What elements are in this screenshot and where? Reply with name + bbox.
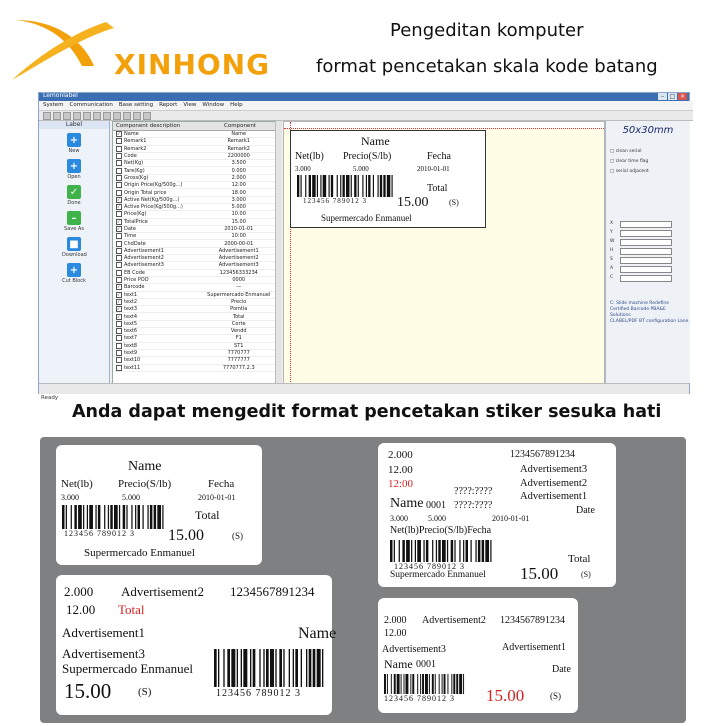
row-description: Origin Price(Kg/500g...) — [124, 182, 183, 189]
label-amount: 15.00 — [520, 564, 559, 583]
label-date-label: Date — [552, 664, 571, 675]
table-row[interactable] — [113, 357, 276, 364]
table-row[interactable] — [113, 313, 276, 320]
row-checkbox[interactable] — [116, 182, 122, 188]
label-net-value: 3.000 — [61, 493, 79, 502]
row-component-value: F1 — [235, 335, 242, 342]
label-price-value: 12.00 — [66, 602, 96, 617]
label-fecha: Fecha — [208, 478, 235, 490]
field-label: C — [610, 275, 614, 280]
label-net-value: 3.000 — [390, 514, 408, 523]
label-amount: 15.00 — [64, 679, 112, 703]
toolbar-new-icon[interactable] — [43, 112, 51, 120]
row-component-value: 18.00 — [231, 189, 246, 196]
label-barcode-digits: 123456 789012 3 — [394, 562, 465, 571]
table-row[interactable] — [113, 211, 276, 218]
tool-label: Done — [67, 200, 81, 206]
menu-help[interactable]: Help — [230, 102, 243, 108]
row-component-value: 5.000 — [231, 204, 246, 211]
option-checkbox[interactable]: □ clean serial — [610, 149, 642, 154]
table-row[interactable] — [113, 299, 276, 306]
row-description: text6 — [124, 328, 138, 335]
label-barcode — [62, 505, 166, 529]
table-row[interactable] — [113, 277, 276, 284]
xinhong-logo — [10, 14, 280, 84]
table-header — [113, 122, 276, 131]
label-weight: 2.000 — [388, 449, 413, 461]
row-component-value: 3.000 — [231, 196, 246, 203]
row-description: Advertisement3 — [124, 262, 164, 269]
label-currency: (S) — [232, 531, 243, 541]
row-component-value: ST1 — [234, 342, 244, 349]
row-description: Time — [124, 233, 137, 240]
toolbar-copy-icon[interactable] — [83, 112, 91, 120]
tool-label: Download — [62, 252, 87, 258]
label-amount: 15.00 — [168, 527, 204, 544]
label-currency: (S) — [449, 198, 459, 207]
row-description: Tare(Kg) — [124, 167, 145, 174]
property-input[interactable] — [620, 239, 672, 246]
row-checkbox[interactable]: ✓ — [117, 131, 121, 137]
row-component-value: Corte — [231, 320, 246, 327]
row-checkbox[interactable]: ✓ — [117, 218, 121, 224]
table-row[interactable] — [113, 240, 276, 247]
label-advertisement-3: Advertisement3 — [62, 646, 146, 661]
row-description: Active Net(Kg/500g...) — [124, 196, 180, 203]
plus-icon: + — [67, 133, 81, 147]
field-label: Y — [610, 230, 613, 235]
row-checkbox[interactable] — [116, 160, 122, 166]
table-row[interactable] — [113, 255, 276, 262]
row-component-value: 7777777 — [227, 357, 250, 364]
row-component-value: 123456333234 — [219, 269, 258, 276]
toolbar-text-icon[interactable] — [123, 112, 131, 120]
table-row[interactable] — [113, 306, 276, 313]
row-component-value: Total — [232, 313, 245, 320]
table-row[interactable] — [113, 167, 276, 174]
row-description: Code — [124, 153, 137, 160]
row-description: text9 — [124, 350, 138, 357]
row-description: text2 — [124, 298, 138, 305]
label-net: Net(lb) — [61, 478, 93, 490]
row-description: Gross(Kg) — [124, 174, 149, 181]
label-currency: (S) — [550, 691, 561, 701]
row-description: text8 — [124, 342, 138, 349]
minus-icon: – — [67, 211, 81, 225]
option-label: serial adjacent — [615, 169, 649, 174]
label-number: 0001 — [416, 659, 436, 670]
label-barcode-digits: 123456 789012 3 — [216, 688, 301, 699]
table-row[interactable] — [113, 321, 276, 328]
row-checkbox[interactable]: ✓ — [117, 204, 121, 210]
tool-open-button[interactable] — [62, 159, 86, 180]
label-name: Name — [128, 459, 162, 474]
row-component-value: — — [236, 284, 242, 291]
label-net: Net(lb) — [295, 151, 324, 162]
table-row[interactable] — [113, 197, 276, 204]
label-weight: 2.000 — [64, 584, 94, 599]
tool-cut-block-button[interactable] — [62, 263, 86, 284]
table-row[interactable] — [113, 350, 276, 357]
label-date: 2010-01-01 — [417, 165, 450, 173]
label-unit-price: 5.000 — [428, 514, 446, 523]
row-checkbox[interactable] — [116, 335, 122, 341]
table-row[interactable] — [113, 335, 276, 342]
row-component-value: 0.000 — [231, 167, 246, 174]
row-description: Active Price(Kg/500g...) — [124, 204, 183, 211]
row-component-value: Name — [231, 131, 247, 138]
caption: Anda dapat mengedit format pencetakan stiker sesuka hati — [72, 402, 662, 422]
label-barcode — [214, 649, 326, 687]
row-description: Price(Kg) — [124, 211, 147, 218]
field-label: X — [610, 221, 614, 226]
property-input[interactable] — [620, 275, 672, 282]
label-barcode — [384, 674, 466, 694]
table-row[interactable] — [113, 160, 276, 167]
row-description: Price POD — [124, 277, 149, 284]
row-component-value: 2010-01-01 — [224, 226, 254, 232]
menu-window[interactable]: Window — [202, 102, 225, 108]
label-total: Total — [118, 602, 145, 617]
label-name: Name — [384, 657, 413, 671]
tool-pane-header: Label — [39, 121, 109, 129]
row-component-value: 15.00 — [231, 218, 246, 225]
label-barcode — [390, 540, 494, 562]
sample-label-2 — [378, 443, 616, 587]
row-checkbox[interactable] — [116, 190, 122, 196]
row-checkbox[interactable] — [116, 321, 122, 327]
label-code: 1234567891234 — [500, 615, 565, 626]
table-row[interactable] — [113, 219, 276, 226]
label-total: Total — [195, 508, 220, 522]
table-row[interactable] — [113, 182, 276, 189]
row-checkbox[interactable] — [116, 138, 122, 144]
table-row[interactable] — [113, 175, 276, 182]
row-checkbox[interactable] — [116, 270, 122, 276]
sample-label-1 — [56, 445, 262, 565]
table-row[interactable] — [113, 153, 276, 160]
property-note: Certified Barcode PBA&E — [610, 307, 666, 312]
row-checkbox[interactable] — [116, 328, 122, 334]
label-code: 1234567891234 — [510, 449, 575, 460]
label-editor-window — [38, 92, 690, 401]
menu-report[interactable]: Report — [159, 102, 178, 108]
label-amount: 15.00 — [397, 195, 429, 210]
row-checkbox[interactable] — [116, 146, 122, 152]
row-description: Remark2 — [124, 145, 147, 152]
label-barcode-digits: 123456 789012 3 — [384, 694, 455, 703]
row-component-value: 0000 — [232, 277, 246, 284]
row-description: ChdDate — [124, 240, 146, 247]
label-fecha: Fecha — [427, 151, 451, 162]
maximize-button[interactable]: □ — [669, 93, 676, 100]
row-checkbox[interactable] — [116, 255, 122, 261]
label-name: Name — [361, 134, 390, 148]
label-barcode — [297, 175, 395, 197]
row-component-value: Advertisement2 — [218, 255, 259, 262]
property-input[interactable] — [620, 257, 672, 264]
row-checkbox[interactable]: ✓ — [117, 313, 121, 319]
row-component-value: Remark1 — [227, 138, 250, 145]
label-code: 1234567891234 — [230, 584, 315, 599]
label-advertisement-3: Advertisement3 — [382, 644, 446, 655]
row-description: Net(Kg) — [124, 160, 144, 167]
menu-base-setting[interactable]: Base setting — [118, 102, 154, 108]
row-component-value: 7770777 — [227, 350, 250, 357]
property-input[interactable] — [620, 230, 672, 237]
sample-label-4 — [378, 598, 578, 713]
row-component-value: 2.000 — [231, 174, 246, 181]
property-note: CLABEL/PDF BT configuration Lane — [610, 319, 689, 324]
table-row[interactable] — [113, 226, 276, 233]
editor-label-preview[interactable] — [290, 130, 486, 228]
row-description: text11 — [124, 364, 141, 371]
row-checkbox[interactable]: ✓ — [117, 226, 121, 231]
row-description: TotalPrice — [124, 218, 148, 225]
row-checkbox[interactable] — [116, 211, 122, 217]
property-input[interactable] — [620, 248, 672, 255]
toolbar-cut-icon[interactable] — [73, 112, 81, 120]
option-label: clean serial — [615, 149, 642, 154]
table-row[interactable] — [113, 270, 276, 277]
brand-name: XINHONG — [114, 48, 271, 81]
row-description: text10 — [124, 357, 141, 364]
menu-view[interactable]: View — [183, 102, 197, 108]
plus-icon: + — [67, 263, 81, 277]
table-row[interactable] — [113, 233, 276, 240]
option-label: clear time flag — [615, 159, 649, 164]
field-label: A — [610, 266, 614, 271]
row-checkbox[interactable]: ✓ — [117, 196, 121, 202]
row-component-value: 10.00 — [231, 211, 246, 218]
column-header-description[interactable]: Component description — [116, 123, 181, 129]
label-advertisement-2: Advertisement2 — [520, 478, 588, 489]
title-bar — [39, 93, 689, 101]
tool-label: Open — [67, 174, 81, 180]
field-label: S — [610, 257, 613, 262]
row-component-value: Vendd — [230, 328, 247, 335]
tool-done-button[interactable] — [62, 185, 86, 206]
table-row[interactable] — [113, 262, 276, 269]
row-checkbox[interactable]: ✓ — [117, 284, 121, 290]
square-icon: ■ — [67, 237, 81, 251]
row-description: text4 — [124, 313, 138, 320]
row-checkbox[interactable] — [116, 153, 122, 159]
label-barcode-digits: 123456 789012 3 — [303, 197, 367, 205]
row-checkbox[interactable] — [116, 233, 122, 239]
row-checkbox[interactable]: ✓ — [117, 298, 121, 304]
tool-label: Save As — [64, 226, 84, 232]
property-input[interactable] — [620, 221, 672, 228]
label-date: 2010-01-01 — [492, 514, 530, 523]
row-component-value: 3.500 — [231, 160, 246, 167]
table-row[interactable] — [113, 131, 276, 138]
label-store: Supermercado Enmanuel — [321, 213, 412, 223]
label-amount: 15.00 — [486, 686, 525, 705]
row-checkbox[interactable] — [116, 365, 122, 371]
toolbar-zoom-icon[interactable] — [113, 112, 121, 120]
window-title: Lemonlabel — [43, 92, 78, 99]
label-placeholder-2: ????:???? — [454, 500, 493, 511]
row-checkbox[interactable] — [116, 350, 122, 356]
label-store: Supermercado Enmanuel — [390, 570, 486, 580]
table-row[interactable] — [113, 204, 276, 211]
table-row[interactable] — [113, 292, 276, 299]
label-advertisement-1: Advertisement1 — [62, 625, 146, 640]
table-row[interactable] — [113, 189, 276, 196]
label-total: Total — [568, 553, 591, 565]
label-currency: (S) — [581, 570, 591, 579]
row-component-value: Precio — [231, 298, 247, 305]
table-row[interactable] — [113, 146, 276, 153]
label-advertisement-1: Advertisement1 — [520, 491, 588, 502]
row-component-value: 2200000 — [227, 153, 250, 160]
label-store: Supermercado Enmanuel — [84, 547, 195, 559]
label-barcode-digits: 123456 789012 3 — [64, 529, 135, 538]
row-description: Barcode — [124, 284, 145, 291]
status-bar — [39, 383, 689, 401]
label-net-value: 3.000 — [295, 165, 311, 173]
tool-label: Cut Block — [62, 278, 86, 284]
row-description: Advertisement2 — [124, 255, 164, 262]
label-advertisement-2: Advertisement2 — [121, 584, 205, 599]
table-row[interactable] — [113, 284, 276, 291]
toolbar-line-icon[interactable] — [143, 112, 151, 120]
row-checkbox[interactable] — [116, 262, 122, 268]
label-date-label: Date — [576, 505, 595, 516]
label-price-value: 5.000 — [353, 165, 369, 173]
table-row[interactable] — [113, 365, 276, 372]
property-note: Solutions — [610, 313, 631, 318]
row-component-value: Advertisement1 — [218, 247, 259, 254]
label-size: 50x30mm — [622, 125, 674, 136]
label-total: Total — [427, 183, 448, 194]
option-checkbox[interactable]: □ serial adjacent — [610, 169, 649, 174]
column-header-component[interactable]: Component — [224, 123, 256, 129]
table-row[interactable] — [113, 343, 276, 350]
tool-pane — [39, 121, 110, 383]
field-label: H — [610, 248, 614, 253]
table-scrollbar[interactable] — [275, 121, 282, 383]
label-time: 12:00 — [388, 478, 414, 490]
label-store: Supermercado Enmanuel — [62, 661, 194, 676]
row-component-value: Advertisement3 — [218, 262, 259, 269]
label-price-value: 12.00 — [384, 628, 407, 639]
toolbar-print-icon[interactable] — [103, 112, 111, 120]
label-price-value: 12.00 — [388, 464, 413, 476]
label-placeholder-1: ????:???? — [454, 486, 493, 497]
option-checkbox[interactable]: □ clear time flag — [610, 159, 649, 164]
close-button[interactable]: × — [679, 93, 686, 100]
headline-line-2: format pencetakan skala kode batang — [316, 56, 658, 77]
row-checkbox[interactable]: ✓ — [117, 306, 121, 312]
label-advertisement-1: Advertisement1 — [502, 642, 566, 653]
row-component-value: 10:00 — [231, 233, 246, 240]
properties-panel — [605, 121, 690, 383]
row-checkbox[interactable] — [116, 241, 122, 247]
row-checkbox[interactable] — [116, 175, 122, 181]
menu-bar — [39, 101, 693, 111]
label-advertisement-2: Advertisement2 — [422, 615, 486, 626]
horizontal-ruler — [284, 122, 604, 129]
tool-download-button[interactable] — [62, 237, 86, 258]
row-component-value: Pomtla — [230, 306, 248, 313]
row-component-value: Supermercado Enmanuel — [207, 291, 271, 298]
label-currency: (S) — [138, 686, 152, 698]
check-icon: ✓ — [67, 185, 81, 199]
tool-new-button[interactable] — [62, 133, 86, 154]
label-price: Precio(S/lb) — [343, 151, 392, 162]
row-checkbox[interactable] — [116, 277, 122, 283]
label-number: 0001 — [426, 500, 446, 511]
tool-save-as-button[interactable] — [62, 211, 86, 232]
component-table — [112, 121, 277, 385]
row-checkbox[interactable] — [116, 248, 122, 254]
row-description: Origin Total price — [124, 189, 167, 196]
table-row[interactable] — [113, 328, 276, 335]
label-name: Name — [390, 496, 424, 511]
sample-label-3 — [56, 575, 337, 715]
label-advertisement-3: Advertisement3 — [520, 464, 588, 475]
menu-system[interactable]: System — [43, 102, 64, 108]
menu-communication[interactable]: Communication — [69, 102, 113, 108]
toolbar-paste-icon[interactable] — [93, 112, 101, 120]
field-label: W — [610, 239, 615, 244]
row-description: Remark1 — [124, 138, 147, 145]
row-description: text3 — [124, 306, 138, 313]
row-component-value: 12.00 — [231, 182, 246, 189]
row-description: Date — [124, 226, 136, 232]
row-description: Name — [124, 131, 139, 138]
property-input[interactable] — [620, 266, 672, 273]
property-note: C: Slide machine Redefine — [610, 301, 670, 306]
toolbar-save-icon[interactable] — [63, 112, 71, 120]
row-component-value: 2000-00-01 — [224, 240, 254, 247]
row-checkbox[interactable]: ✓ — [117, 291, 121, 297]
row-component-value: Remark2 — [227, 145, 250, 152]
headline-line-1: Pengeditan komputer — [390, 20, 584, 41]
tool-label: New — [68, 148, 80, 154]
minimize-button[interactable]: – — [658, 93, 667, 100]
label-price: Precio(S/lb) — [118, 478, 172, 490]
table-row[interactable] — [113, 138, 276, 145]
label-weight: 2.000 — [384, 615, 407, 626]
label-name: Name — [298, 625, 337, 642]
row-checkbox[interactable] — [116, 357, 122, 363]
logo-x-mark-icon — [10, 14, 120, 82]
row-description: EB Code — [124, 269, 145, 276]
row-description: text5 — [124, 320, 138, 327]
row-description: text1 — [124, 291, 138, 298]
design-canvas[interactable] — [283, 121, 605, 385]
row-description: Advertisement1 — [124, 247, 164, 254]
toolbar-open-icon[interactable] — [53, 112, 61, 120]
toolbar — [39, 111, 693, 121]
row-checkbox[interactable] — [116, 343, 122, 349]
row-checkbox[interactable] — [116, 168, 122, 174]
status-text: Ready — [41, 395, 59, 401]
label-date: 2010-01-01 — [198, 493, 236, 502]
table-row[interactable] — [113, 248, 276, 255]
plus-icon: + — [67, 159, 81, 173]
label-net-price-fecha: Net(lb)Precio(S/lb)Fecha — [390, 525, 492, 536]
label-price-value: 5.000 — [122, 493, 140, 502]
toolbar-barcode-icon[interactable] — [133, 112, 141, 120]
row-component-value: 7770777.2.3 — [222, 364, 255, 371]
row-description: text7 — [124, 335, 138, 342]
